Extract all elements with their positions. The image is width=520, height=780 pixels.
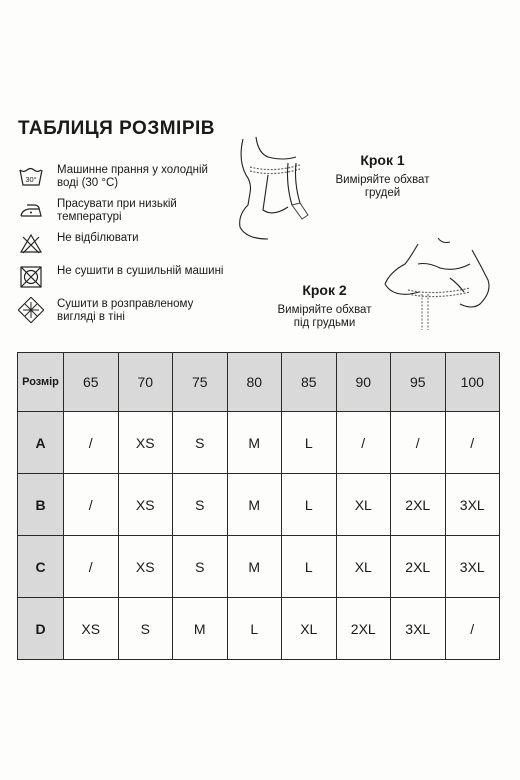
- table-cell: S: [173, 474, 228, 536]
- table-cell: XS: [118, 474, 173, 536]
- table-cell: S: [173, 536, 228, 598]
- table-cell: /: [64, 536, 119, 598]
- no-bleach-icon: [18, 231, 44, 257]
- table-cell: /: [336, 412, 391, 474]
- table-row: [18, 412, 500, 474]
- wash-30-icon: [18, 163, 44, 189]
- table-row: [18, 598, 500, 660]
- svg-text:30°: 30°: [25, 175, 37, 184]
- care-instructions: [18, 163, 228, 331]
- care-text-bleach: Не відбілювати: [57, 232, 139, 244]
- row-header: C: [18, 536, 64, 598]
- table-cell: S: [118, 598, 173, 660]
- table-cell: 2XL: [391, 536, 446, 598]
- step-1-desc-line2: грудей: [364, 187, 401, 199]
- table-row: [18, 536, 500, 598]
- table-cell: /: [64, 474, 119, 536]
- table-cell: 3XL: [445, 474, 500, 536]
- step-2-desc-line2: під грудьми: [293, 317, 356, 329]
- column-header: 65: [64, 353, 119, 412]
- table-cell: 2XL: [336, 598, 391, 660]
- care-text-wash: Машинне прання у холодній воді (30 °С): [57, 164, 208, 189]
- step-1-title: Крок 1: [360, 152, 405, 168]
- table-cell: /: [445, 412, 500, 474]
- care-text-dryer: Не сушити в сушильній машині: [57, 265, 224, 277]
- column-header: 90: [336, 353, 391, 412]
- table-cell: XS: [64, 598, 119, 660]
- care-item-wash: [18, 163, 228, 190]
- column-header: 100: [445, 353, 500, 412]
- dry-flat-shade-icon: [18, 297, 44, 323]
- table-cell: XS: [118, 412, 173, 474]
- table-cell: 3XL: [391, 598, 446, 660]
- iron-low-icon: [18, 197, 44, 223]
- table-cell: S: [173, 412, 228, 474]
- table-cell: 2XL: [391, 474, 446, 536]
- table-cell: XL: [336, 474, 391, 536]
- size-table: [17, 352, 500, 660]
- table-cell: /: [64, 412, 119, 474]
- size-table-corner: Розмір: [18, 353, 64, 412]
- care-item-bleach: [18, 231, 228, 257]
- column-header: 85: [282, 353, 337, 412]
- table-cell: /: [445, 598, 500, 660]
- care-item-dry: [18, 297, 228, 324]
- step-1-desc-line1: Виміряйте обхват: [335, 174, 430, 186]
- row-header: D: [18, 598, 64, 660]
- table-cell: M: [227, 412, 282, 474]
- column-header: 70: [118, 353, 173, 412]
- table-cell: M: [173, 598, 228, 660]
- bust-measure-illustration: [228, 135, 323, 245]
- page-title: ТАБЛИЦЯ РОЗМІРІВ: [18, 118, 215, 139]
- column-header: 95: [391, 353, 446, 412]
- step-1: [320, 152, 445, 200]
- table-cell: 3XL: [445, 536, 500, 598]
- table-cell: L: [282, 536, 337, 598]
- care-text-iron: Прасувати при низькій температурі: [57, 198, 177, 223]
- table-cell: /: [391, 412, 446, 474]
- table-cell: L: [227, 598, 282, 660]
- table-cell: L: [282, 474, 337, 536]
- step-2-desc-line1: Виміряйте обхват: [277, 304, 372, 316]
- step-2: [262, 282, 387, 330]
- row-header: B: [18, 474, 64, 536]
- step-2-title: Крок 2: [302, 282, 347, 298]
- column-header: 75: [173, 353, 228, 412]
- underbust-measure-illustration: [380, 234, 500, 334]
- table-cell: XS: [118, 536, 173, 598]
- row-header: A: [18, 412, 64, 474]
- table-cell: XL: [336, 536, 391, 598]
- column-header: 80: [227, 353, 282, 412]
- care-item-dryer: [18, 264, 228, 290]
- table-cell: M: [227, 474, 282, 536]
- table-row: [18, 474, 500, 536]
- no-tumble-dry-icon: [18, 264, 44, 290]
- size-table-header-row: [18, 353, 500, 412]
- care-item-iron: [18, 197, 228, 224]
- care-text-dry: Сушити в розправленому вигляді в тіні: [57, 298, 194, 323]
- table-cell: L: [282, 412, 337, 474]
- table-cell: M: [227, 536, 282, 598]
- table-cell: XL: [282, 598, 337, 660]
